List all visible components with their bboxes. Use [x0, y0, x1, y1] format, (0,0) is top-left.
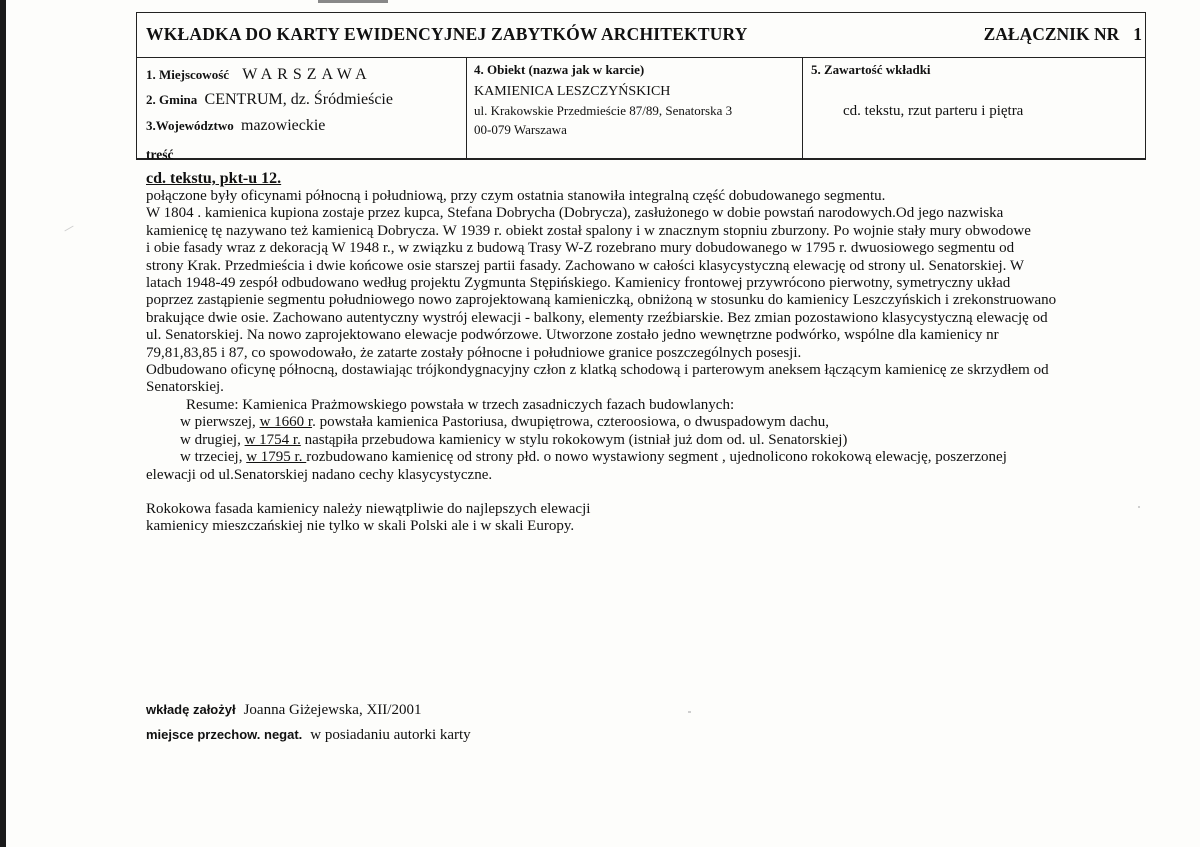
text-line: brakujące dwie osie. Zachowano autentyczny wystrój elewacji - balkony, elementy rzeźbiarskie. Bez zmian pozostawiono klasycystyczną elewację od — [146, 309, 1048, 326]
phase-text: w trzeciej, — [180, 449, 247, 466]
voivodeship-value: mazowieckie — [241, 117, 326, 134]
spacer — [146, 484, 1146, 501]
text-line: Senatorskiej. — [146, 379, 224, 396]
storage-value: w posiadaniu autorki karty — [310, 727, 471, 743]
contents-label — [811, 61, 931, 79]
object-address-2: 00-079 Warszawa — [474, 122, 567, 137]
author-label: wkładę założył — [146, 702, 236, 717]
text-line: Odbudowano oficynę północną, dostawiając trójkondygnacyjny człon z klatką schodową i parterowym aneksem łączącym kamienicę ze skrzydłem od — [146, 362, 1049, 379]
phase-line-3 — [146, 449, 1146, 466]
scan-speck — [688, 711, 691, 713]
storage-label: miejsce przechow. negat. — [146, 727, 303, 742]
author-row — [146, 701, 421, 719]
object-address-1: ul. Krakowskie Przedmieście 87/89, Senatorska 3 — [474, 103, 733, 118]
commune-value: CENTRUM, dz. Śródmieście — [204, 91, 393, 108]
annex-label — [984, 24, 1142, 45]
contents-value: cd. tekstu, rzut parteru i piętra — [843, 103, 1024, 119]
object-name: KAMIENICA LESZCZYŃSKICH — [474, 84, 671, 99]
document-title: WKŁADKA DO KARTY EWIDENCYJNEJ ZABYTKÓW ARCHITEKTURY — [146, 24, 748, 44]
text-line: strony Krak. Przedmieścia i dwie końcowe osie starszej partii fasady. Zachowano w całości klasycystyczną elewację od strony ul. Senatorskiej. W — [146, 257, 1025, 274]
place-row — [146, 66, 372, 84]
object-label-text: 4. Obiekt (nazwa jak w karcie) — [474, 62, 645, 77]
phase-line-1 — [146, 414, 1146, 431]
content-heading: cd. tekstu, pkt-u 12. — [146, 170, 282, 187]
voivodeship-label: 3.Województwo — [146, 118, 234, 133]
contents-label-text: 5. Zawartość wkładki — [811, 62, 931, 77]
phase-text: rozbudowano kamienicę od strony płd. o nowo wystawiony segment , ujednolicono rokokową elewację, poszerzonej — [306, 449, 1007, 466]
phase-line-3-cont: elewacji od ul.Senatorskiej nadano cechy klasycystyczne. — [146, 466, 493, 483]
closing-line: Rokokowa fasada kamienicy należy niewątpliwie do najlepszych elewacji — [146, 500, 591, 517]
text-line: poprzez zastąpienie segmentu południowego nowo zaprojektowaną kamieniczką, obniżoną w stosunku do kamienicy Leszczyńskich i zrekonstruowano — [146, 292, 1057, 309]
scan-mark — [318, 0, 388, 3]
phase-text: w pierwszej, — [180, 414, 260, 431]
phase-date: w 1754 r. — [244, 431, 301, 448]
header-bottom-line — [136, 158, 1146, 159]
text-line: połączone były oficynami północną i południową, przy czym ostatnia stanowiła integralną część dobudowanego segmentu. — [146, 188, 886, 204]
place-value: WARSZAWA — [242, 66, 372, 83]
scan-speck — [64, 226, 73, 232]
text-line: W 1804 . kamienica kupiona zostaje przez kupca, Stefana Dobrycha (Dobrycza), zasłużonego w dobie powstań narodowych.Od jego nazwiska — [146, 205, 1004, 222]
scan-edge — [0, 0, 6, 847]
resume-line: Resume: Kamienica Prażmowskiego powstała w trzech zasadniczych fazach budowlanych: — [186, 396, 735, 413]
text-line: kamienicę tę nazywano też kamienicą Dobrycza. W 1939 r. obiekt został spalony i w znacznym stopniu zburzony. Po wojnie stały mury obwodowe — [146, 222, 1031, 239]
closing-line: kamienicy mieszczańskiej nie tylko w skali Polski ale i w skali Europy. — [146, 518, 575, 535]
text-line: latach 1948-49 zespół odbudowano według projektu Zygmunta Stępińskiego. Kamienicy frontowej przywrócono pierwotny, symetryczny układ — [146, 275, 1011, 292]
column-divider — [466, 57, 467, 160]
voivodeship-row — [146, 117, 325, 135]
phase-date: w 1795 r. — [246, 449, 307, 466]
phase-text: w drugiej, — [180, 431, 245, 448]
object-label — [474, 61, 644, 79]
annex-number: 1 — [1133, 24, 1142, 44]
text-line: i obie fasady wraz z dekoracją W 1948 r., w związku z budową Trasy W-Z rozebrano mury dobudowanego w 1795 r. dwuosiowego segmentu od — [146, 240, 1015, 257]
column-divider — [802, 57, 803, 160]
annex-text: ZAŁĄCZNIK NR — [983, 24, 1120, 44]
content-body — [146, 188, 1146, 536]
place-label: 1. Miejscowość — [146, 67, 230, 82]
commune-row — [146, 91, 393, 109]
author-value: Joanna Giżejewska, XII/2001 — [243, 702, 422, 718]
phase-line-2 — [146, 432, 1146, 449]
phase-text: nastąpiła przebudowa kamienicy w stylu rokokowym (istniał już dom od. ul. Senatorskiej) — [300, 431, 848, 448]
storage-row — [146, 726, 471, 744]
phase-date: w 1660 r — [259, 414, 313, 431]
text-line: ul. Senatorskiej. Na nowo zaprojektowano elewacje podwórzowe. Utworzone zostało jedno wewnętrzne podwórko, wspólne dla kamienicy nr — [146, 327, 999, 344]
content-label: treść — [146, 147, 174, 162]
scan-speck — [1138, 506, 1140, 508]
phase-text: . powstała kamienica Pastoriusa, dwupiętrowa, czteroosiowa, o dwuspadowym dachu, — [312, 414, 830, 431]
text-line: 79,81,83,85 i 87, co spowodowało, że zatarte zostały północne i południowe granice poszczególnych posesji. — [146, 344, 802, 361]
commune-label: 2. Gmina — [146, 92, 198, 107]
